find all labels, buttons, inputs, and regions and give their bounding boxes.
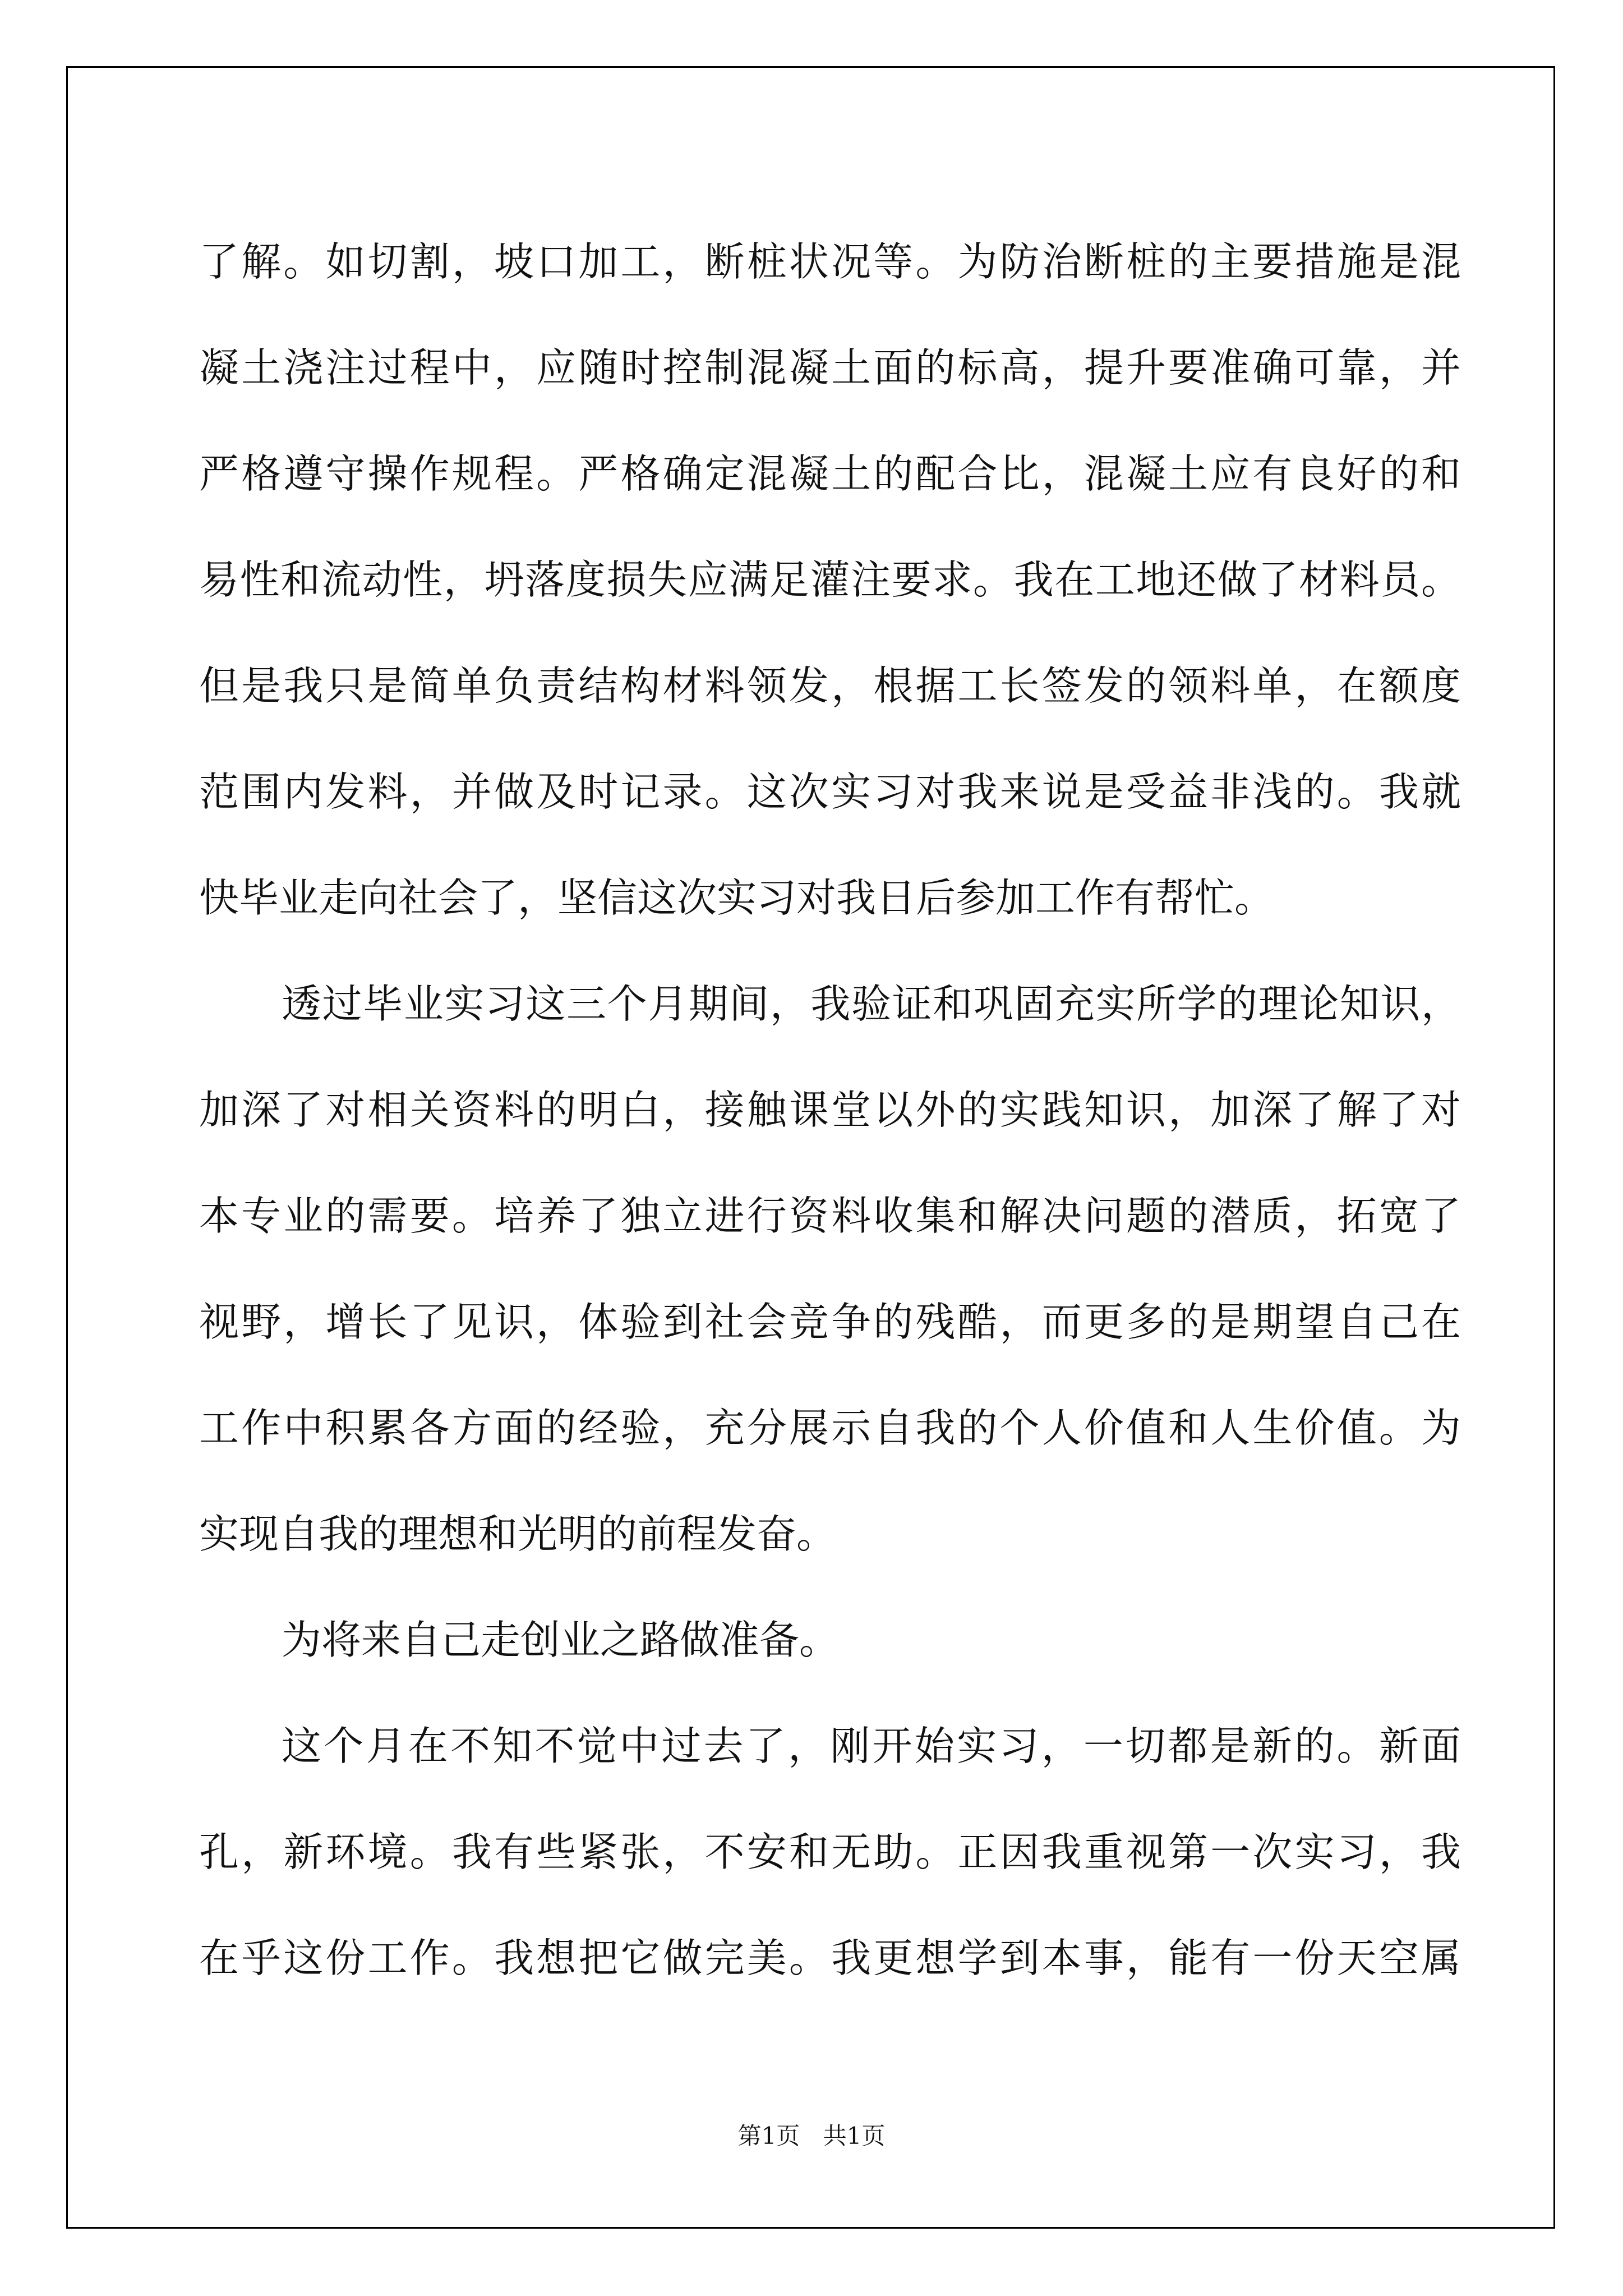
text-line: 视野，增长了见识，体验到社会竞争的残酷，而更多的是期望自己在 <box>199 1299 1461 1345</box>
text-line: 透过毕业实习这三个月期间，我验证和巩固充实所学的理论知识， <box>282 981 1461 1027</box>
page-footer <box>0 2118 1623 2151</box>
text-line: 这个月在不知不觉中过去了，刚开始实习，一切都是新的。新面 <box>282 1723 1461 1769</box>
text-line: 在乎这份工作。我想把它做完美。我更想学到本事，能有一份天空属 <box>199 1935 1461 1981</box>
text-line: 易性和流动性，坍落度损失应满足灌注要求。我在工地还做了材料员。 <box>199 556 1461 603</box>
page-total: 共1页 <box>823 2122 886 2150</box>
text-line: 加深了对相关资料的明白，接触课堂以外的实践知识，加深了解了对 <box>199 1087 1461 1133</box>
document-body <box>199 209 1461 2011</box>
paragraph <box>199 209 1461 951</box>
paragraph <box>199 951 1461 1587</box>
page-number: 第1页 <box>737 2122 800 2150</box>
text-line: 凝土浇注过程中，应随时控制混凝土面的标高，提升要准确可靠，并 <box>199 344 1461 391</box>
text-line: 本专业的需要。培养了独立进行资料收集和解决问题的潜质，拓宽了 <box>199 1193 1461 1239</box>
paragraph <box>199 1693 1461 2011</box>
text-line: 严格遵守操作规程。严格确定混凝土的配合比，混凝土应有良好的和 <box>199 450 1461 497</box>
text-line: 工作中积累各方面的经验，充分展示自我的个人价值和人生价值。为 <box>199 1405 1461 1451</box>
text-line: 了解。如切割，坡口加工，断桩状况等。为防治断桩的主要措施是混 <box>199 238 1461 285</box>
text-line: 为将来自己走创业之路做准备。 <box>282 1617 840 1663</box>
paragraph <box>199 1587 1461 1693</box>
text-line: 实现自我的理想和光明的前程发奋。 <box>199 1511 837 1557</box>
text-line: 但是我只是简单负责结构材料领发，根据工长签发的领料单，在额度 <box>199 662 1461 709</box>
text-line: 范围内发料，并做及时记录。这次实习对我来说是受益非浅的。我就 <box>199 769 1461 815</box>
text-line: 快毕业走向社会了，坚信这次实习对我日后参加工作有帮忙。 <box>199 875 1275 921</box>
text-line: 孔，新环境。我有些紧张，不安和无助。正因我重视第一次实习，我 <box>199 1829 1461 1875</box>
